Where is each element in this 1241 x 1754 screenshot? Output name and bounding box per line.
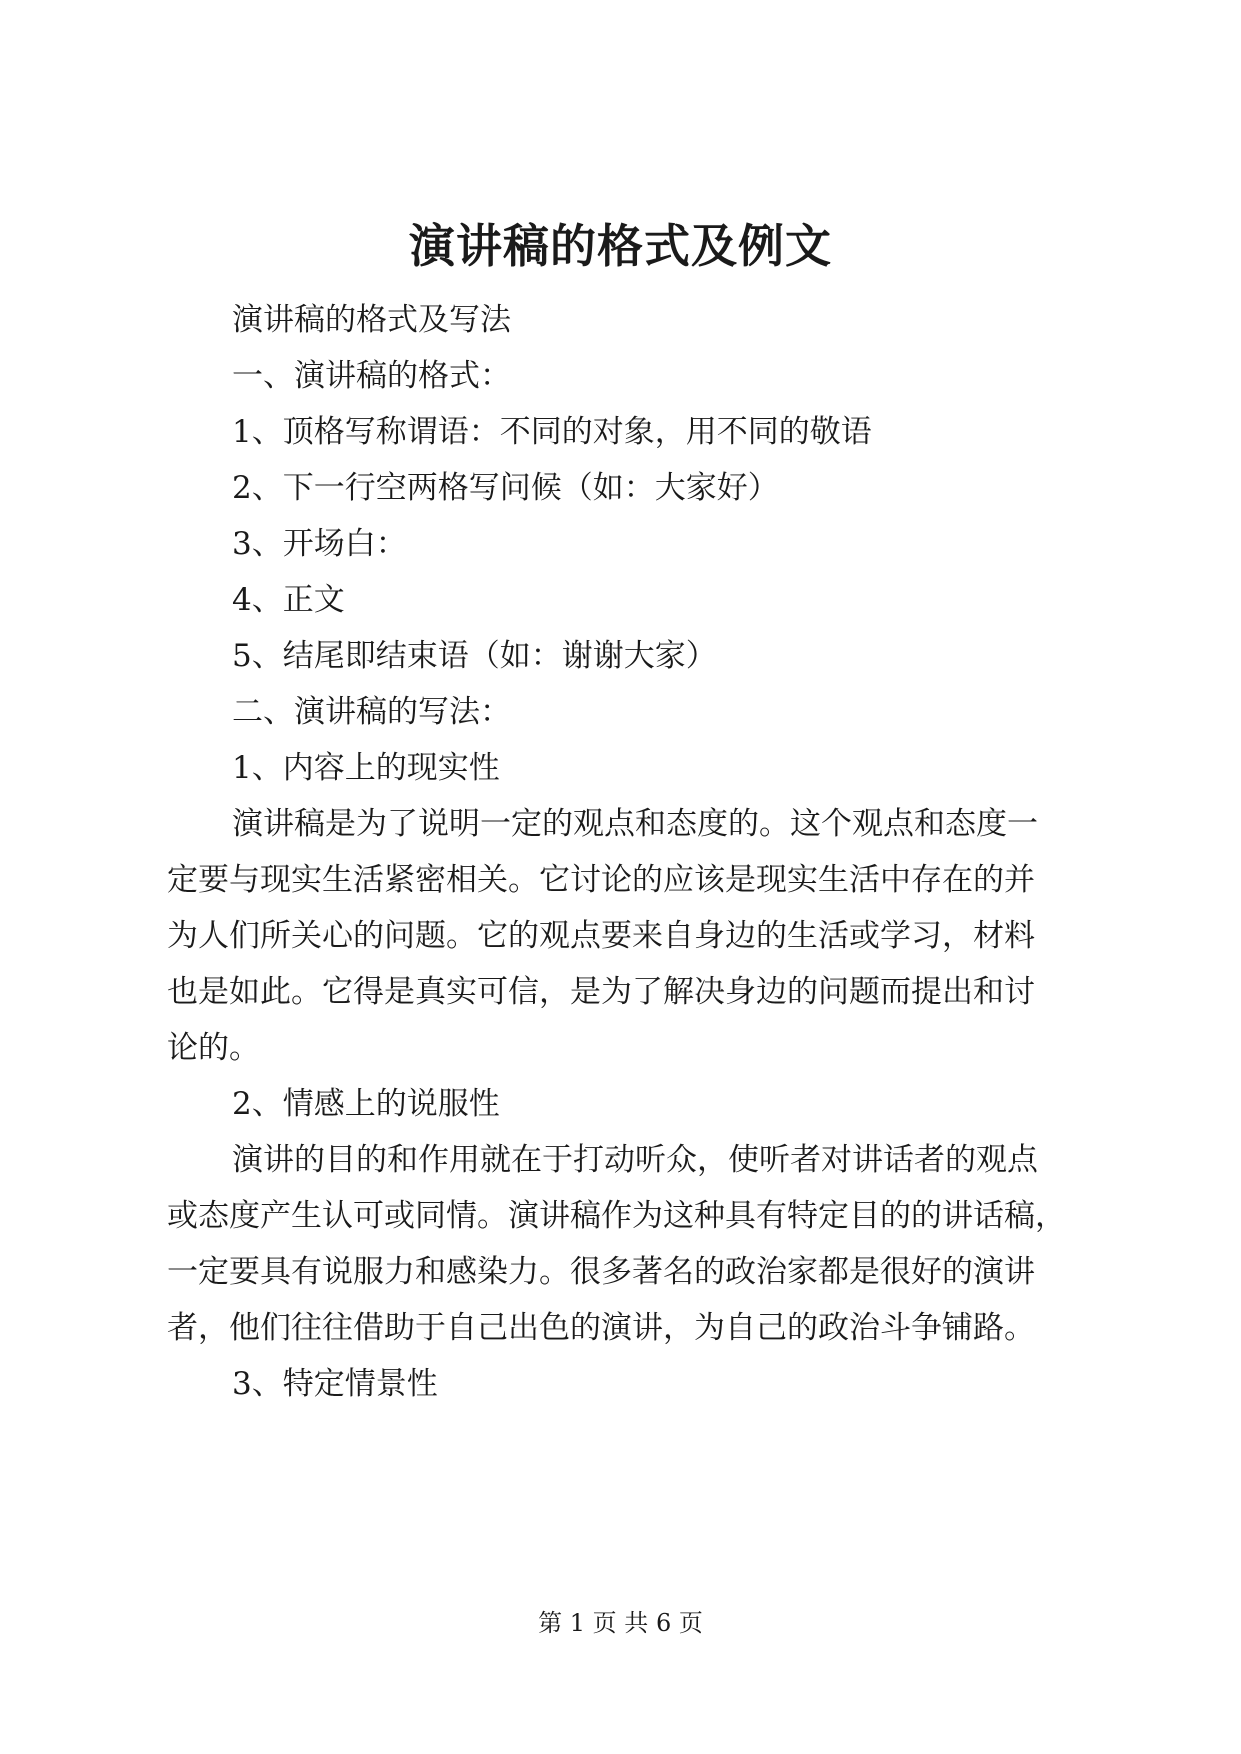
paragraph-line: 或态度产生认可或同情。演讲稿作为这种具有特定目的的讲话稿，	[167, 1198, 1066, 1234]
list-item-1: 1、顶格写称谓语：不同的对象，用不同的敬语	[232, 414, 872, 450]
paragraph-line: 演讲稿是为了说明一定的观点和态度的。这个观点和态度一	[232, 806, 1038, 842]
section-heading-format: 一、演讲稿的格式：	[232, 358, 511, 394]
subheading-situation: 3、特定情景性	[232, 1366, 438, 1402]
document-title: 演讲稿的格式及例文	[409, 219, 832, 273]
paragraph-line: 为人们所关心的问题。它的观点要来自身边的生活或学习，材料	[167, 918, 1035, 954]
paragraph-line: 定要与现实生活紧密相关。它讨论的应该是现实生活中存在的并	[167, 862, 1035, 898]
paragraph-line: 也是如此。它得是真实可信，是为了解决身边的问题而提出和讨	[167, 974, 1035, 1010]
paragraph-line: 一定要具有说服力和感染力。很多著名的政治家都是很好的演讲	[167, 1254, 1035, 1290]
list-item-3: 3、开场白：	[232, 526, 407, 562]
page-footer: 第 1 页 共 6 页	[538, 1609, 703, 1637]
subheading-reality: 1、内容上的现实性	[232, 750, 500, 786]
subheading-persuasion: 2、情感上的说服性	[232, 1086, 500, 1122]
list-item-2: 2、下一行空两格写问候（如：大家好）	[232, 470, 779, 506]
subtitle-line: 演讲稿的格式及写法	[232, 302, 511, 338]
paragraph-line: 者，他们往往借助于自己出色的演讲，为自己的政治斗争铺路。	[167, 1310, 1035, 1346]
paragraph-line: 演讲的目的和作用就在于打动听众，使听者对讲话者的观点	[232, 1142, 1038, 1178]
section-heading-writing: 二、演讲稿的写法：	[232, 694, 511, 730]
list-item-5: 5、结尾即结束语（如：谢谢大家）	[232, 638, 717, 674]
paragraph-line: 论的。	[167, 1030, 260, 1066]
list-item-4: 4、正文	[232, 582, 345, 618]
